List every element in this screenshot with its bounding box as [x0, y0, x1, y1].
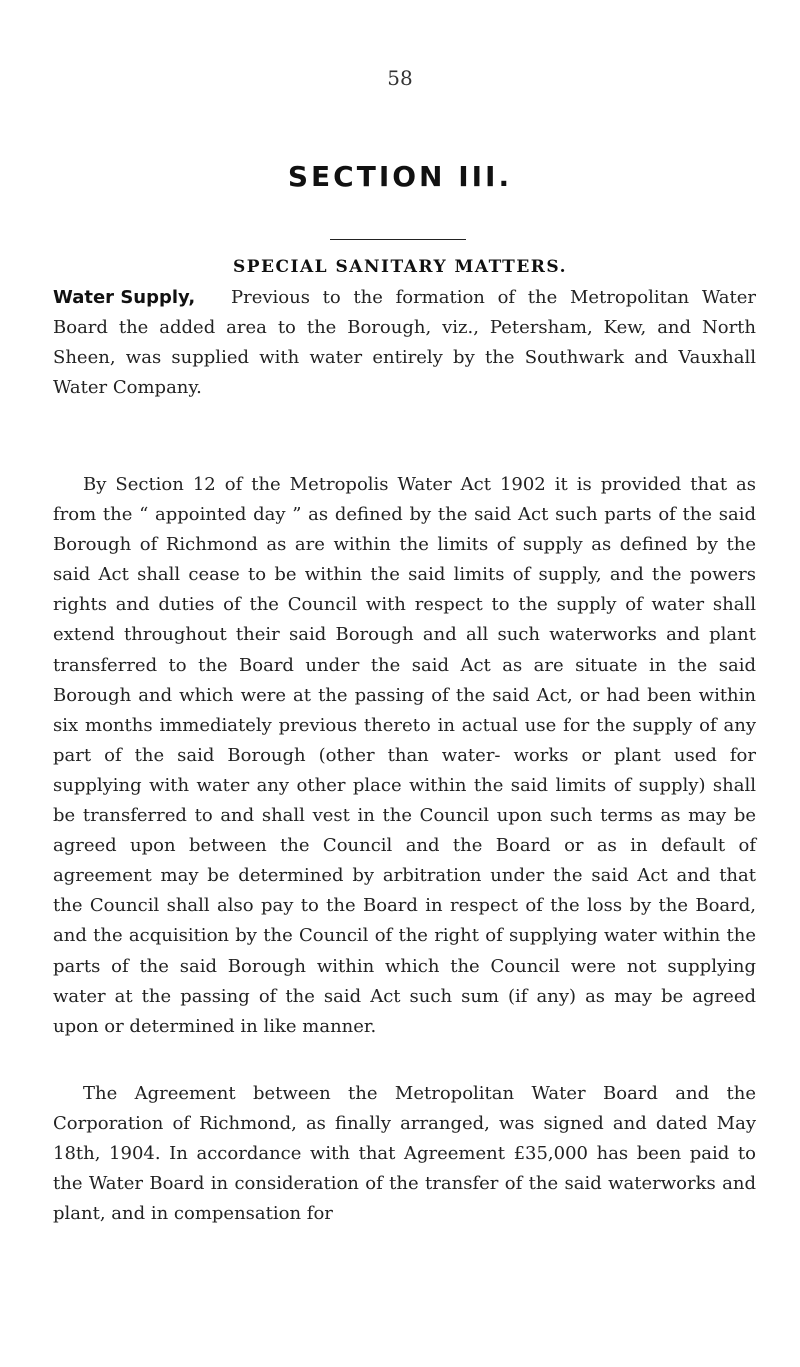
- paragraph-text: By Section 12 of the Metropolis Water Act 1902 it is provided that as from the “ appointed day ” as defined by the said Act such parts of the said Borough of Richmond as are within the limits of supply as defined by the said Act shall cease to be within the said limits of supply, and the powers rights and duties of the Council with respect to the supply of water shall extend throughout their said Borough and all such waterworks and plant transferred to the Board under the said Act as are situate in the said Borough and which were at the passing of the said Act, or had been within six months immediately previous thereto in actual use for the supply of any part of the said Borough (other than water- works or plant used for supplying with water any other place within the said limits of supply) shall be transferred to and shall vest in the Council upon such terms as may be agreed upon between the Council and the Board or as in default of agreement may be determined by arbitration under the said Act and that the Council shall also pay to the Board in respect of the loss by the Board, and the acquisition by the Council of the right of supplying water within the parts of the said Borough within which the Council were not supplying water at the passing of the said Act such sum (if any) as may be agreed upon or determined in like manner.: [53, 474, 756, 1037]
- paragraph-water-supply: [53, 283, 756, 403]
- title-divider: [330, 239, 466, 240]
- paragraph-text: Previous to the formation of the Metropolitan Water Board the added area to the Borough, viz., Petersham, Kew, and North Sheen, was supplied with water entirely by the Southwark and Vauxhall Water Company.: [53, 287, 756, 399]
- marginal-heading: Water Supply,: [53, 287, 196, 308]
- paragraph-agreement: [53, 1079, 756, 1229]
- section-subtitle: SPECIAL SANITARY MATTERS.: [232, 257, 568, 277]
- page-number: 58: [387, 66, 413, 90]
- section-title: SECTION III.: [287, 160, 513, 193]
- paragraph-metropolis-act: [53, 470, 756, 1042]
- paragraph-text: The Agreement between the Metropolitan Water Board and the Corporation of Richmond, as finally arranged, was signed and dated May 18th, 1904. In accordance with that Agreement £35,000 has been paid to the Water Board in consideration of the transfer of the said waterworks and plant, and in compensation for: [53, 1083, 756, 1225]
